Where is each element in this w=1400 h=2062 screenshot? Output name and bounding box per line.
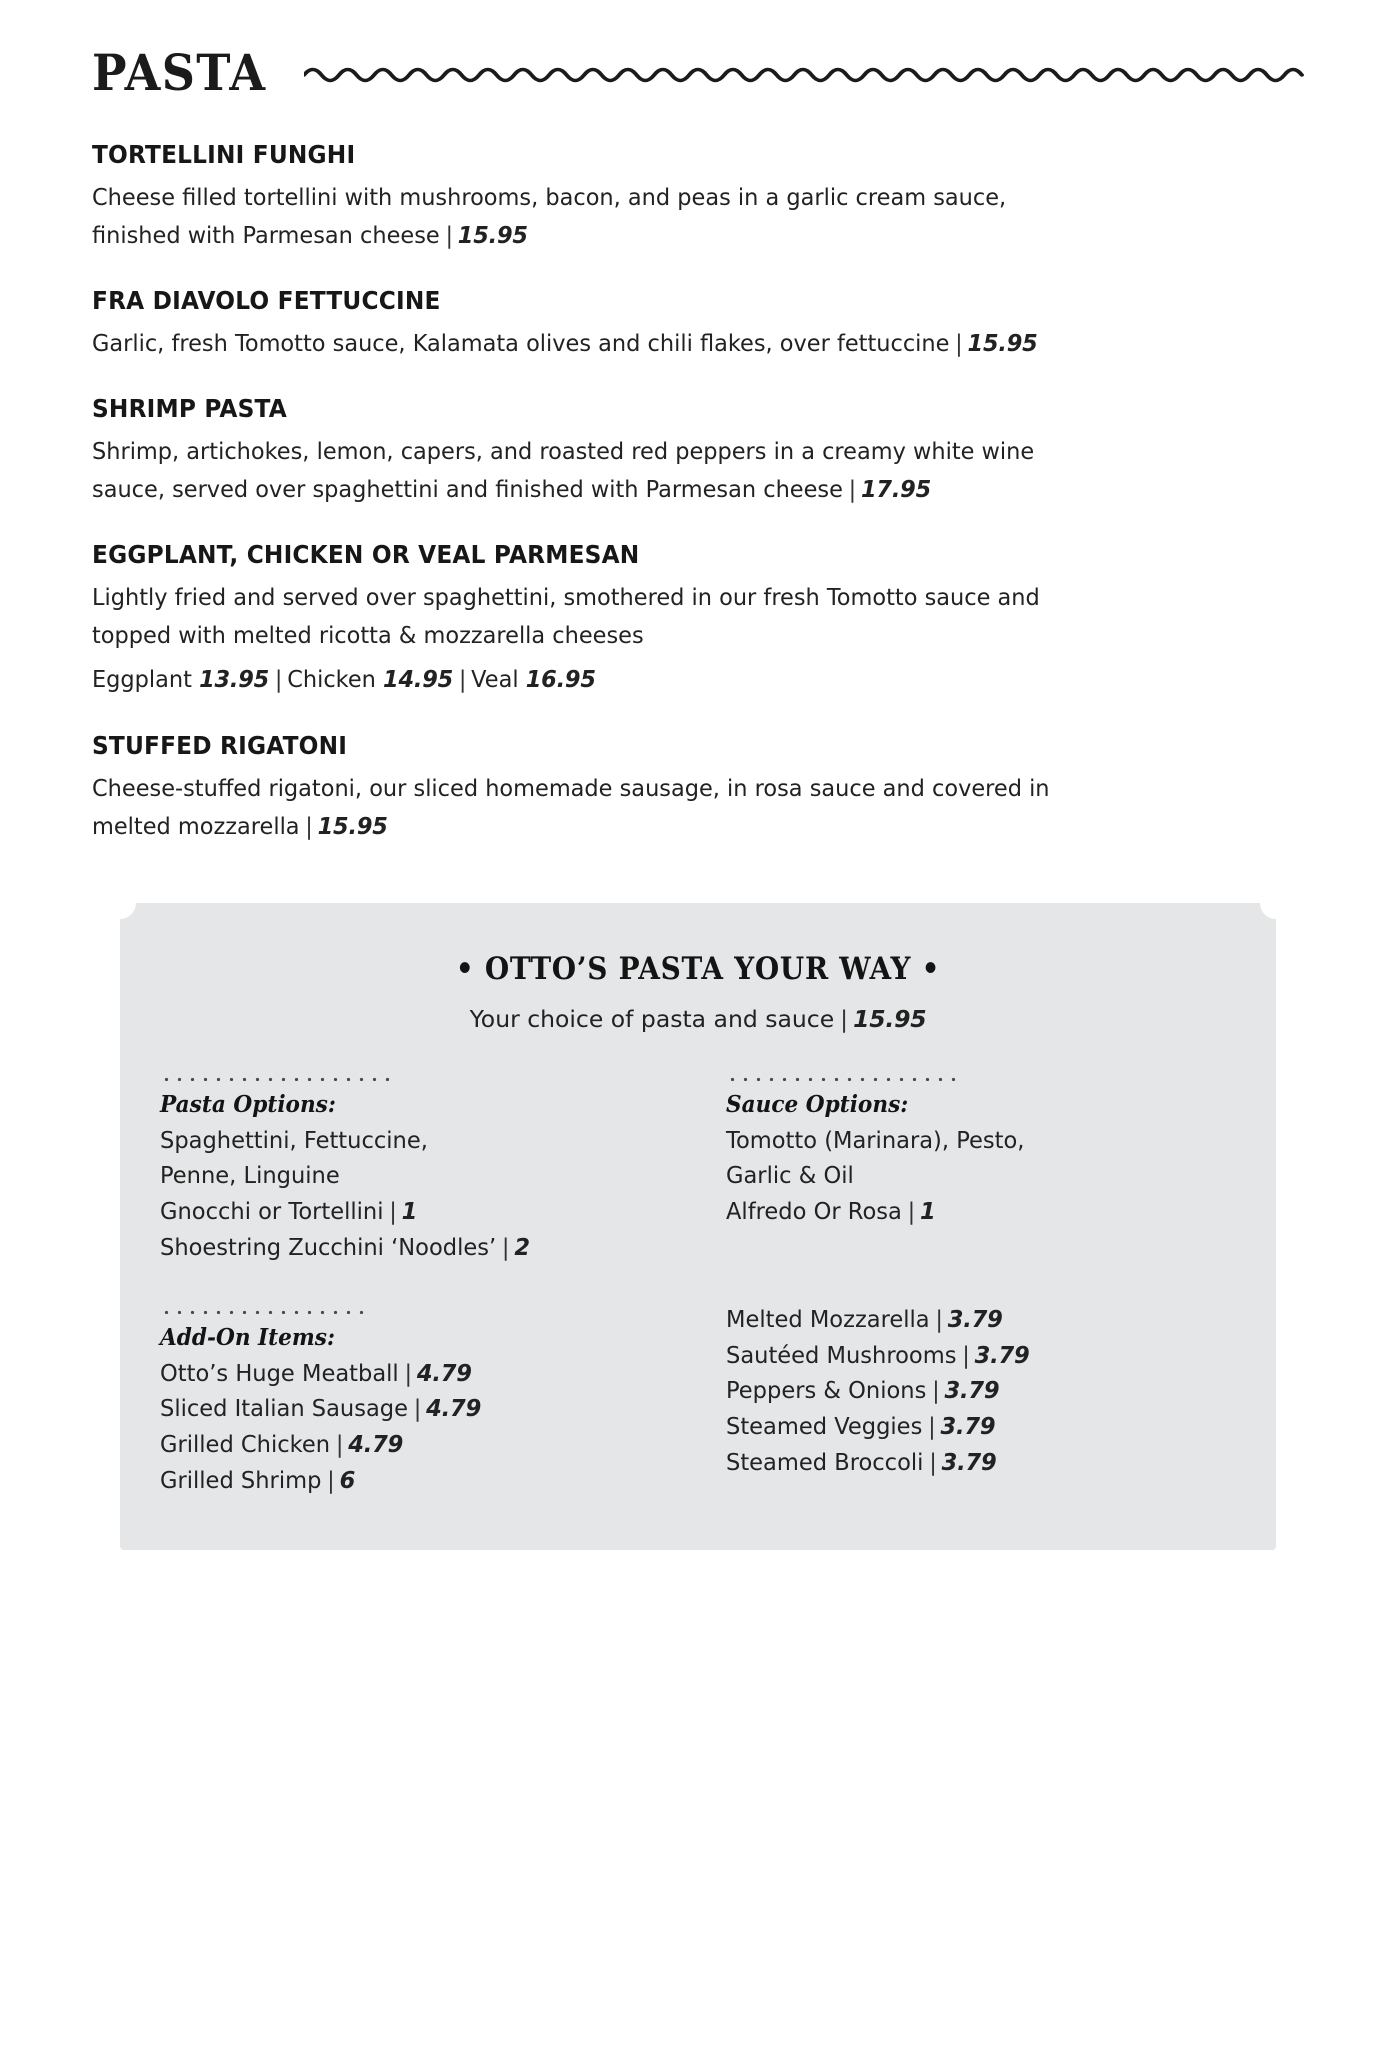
list-item	[726, 1445, 1216, 1481]
addon-price: 3.79	[941, 1447, 997, 1476]
price-separator: |	[907, 1197, 916, 1226]
price-separator: |	[335, 1429, 344, 1458]
addon-label: Grilled Chicken	[160, 1429, 331, 1458]
spacer	[726, 1266, 1236, 1302]
variant-label: Veal	[471, 665, 519, 694]
item-description	[92, 578, 1080, 654]
wavy-line-icon	[304, 60, 1304, 86]
item-variant-prices	[92, 660, 1249, 698]
price-separator: |	[928, 1411, 936, 1440]
option-price: 1	[401, 1197, 418, 1226]
option-label: Garlic & Oil	[726, 1161, 854, 1190]
item-description-text: Cheese-stuffed rigatoni, our sliced homemade sausage, in rosa sauce and covered in melted mozzarella	[92, 773, 1050, 840]
menu-item	[92, 286, 1304, 362]
sauce-options-column	[726, 1067, 1236, 1499]
menu-item	[92, 394, 1304, 508]
item-description	[92, 769, 1080, 845]
price-separator: |	[274, 665, 283, 694]
option-label: Shoestring Zucchini ‘Noodles’	[160, 1232, 497, 1261]
list-item	[726, 1338, 1216, 1374]
promo-subtitle-text: Your choice of pasta and sauce	[469, 1004, 835, 1033]
addon-label: Sliced Italian Sausage	[160, 1394, 409, 1423]
option-price: 2	[514, 1232, 530, 1261]
promo-columns	[154, 1067, 1242, 1499]
dotted-divider-icon	[160, 1300, 365, 1314]
option-label: Spaghettini, Fettuccine,	[160, 1125, 428, 1154]
addon-price: 6	[339, 1465, 356, 1494]
item-description-text: Cheese filled tortellini with mushrooms, bacon, and peas in a garlic cream sauce, finished with Parmesan cheese	[92, 183, 1007, 250]
price-separator: |	[935, 1304, 943, 1333]
menu-item-list	[92, 140, 1304, 845]
price-separator: |	[413, 1394, 422, 1423]
list-item	[160, 1391, 650, 1427]
item-name: TORTELLINI FUNGHI	[92, 140, 356, 169]
add-on-items-heading: Add-On Items:	[160, 1322, 335, 1351]
promo-title: • OTTO’S PASTA YOUR WAY •	[455, 950, 941, 987]
item-price: 17.95	[860, 475, 932, 504]
list-item	[726, 1194, 1216, 1230]
item-price: 15.95	[457, 221, 528, 250]
item-name: SHRIMP PASTA	[92, 394, 287, 424]
addon-price: 4.79	[348, 1429, 404, 1458]
addon-label: Steamed Veggies	[726, 1411, 923, 1440]
price-separator: |	[848, 475, 857, 504]
addon-price: 3.79	[974, 1340, 1030, 1369]
price-separator: |	[962, 1340, 970, 1369]
item-price: 15.95	[317, 811, 388, 840]
item-name: FRA DIAVOLO FETTUCCINE	[92, 286, 441, 316]
variant-label: Eggplant	[92, 665, 192, 694]
dotted-divider-icon	[726, 1067, 958, 1081]
addon-label: Otto’s Huge Meatball	[160, 1358, 399, 1387]
list-item	[160, 1463, 650, 1499]
addon-price: 3.79	[947, 1304, 1003, 1333]
item-description-text: Garlic, fresh Tomotto sauce, Kalamata olives and chili flakes, over fettuccine	[92, 329, 950, 358]
variant-label: Chicken	[287, 665, 376, 694]
list-item	[160, 1194, 650, 1230]
menu-item	[92, 540, 1304, 698]
list-item	[726, 1302, 1216, 1338]
price-separator: |	[445, 221, 454, 250]
price-separator: |	[929, 1447, 937, 1476]
list-item	[726, 1123, 1216, 1159]
pasta-options-heading: Pasta Options:	[160, 1089, 336, 1118]
addon-price: 3.79	[940, 1411, 996, 1440]
item-name: EGGPLANT, CHICKEN OR VEAL PARMESAN	[92, 540, 640, 570]
item-description-text: Shrimp, artichokes, lemon, capers, and roasted red peppers in a creamy white wine sauce, served over spaghettini and finished with Parmesan cheese	[92, 437, 1035, 504]
menu-item	[92, 140, 1304, 254]
list-item	[160, 1356, 650, 1392]
addon-label: Sautéed Mushrooms	[726, 1340, 957, 1369]
variant-price: 13.95	[199, 665, 270, 694]
addon-label: Melted Mozzarella	[726, 1304, 930, 1333]
promo-subtitle	[154, 1005, 1242, 1033]
list-item	[160, 1123, 650, 1159]
item-name: STUFFED RIGATONI	[92, 730, 348, 760]
price-separator: |	[327, 1465, 335, 1494]
section-header	[92, 43, 1304, 102]
price-separator: |	[955, 329, 963, 358]
option-label: Gnocchi or Tortellini	[160, 1197, 384, 1226]
list-item	[726, 1158, 1216, 1194]
option-label: Tomotto (Marinara), Pesto,	[726, 1125, 1025, 1154]
variant-price: 16.95	[525, 665, 596, 694]
price-separator: |	[305, 811, 313, 840]
list-item	[160, 1158, 650, 1194]
addon-label: Steamed Broccoli	[726, 1447, 924, 1476]
promo-price: 15.95	[853, 1004, 927, 1033]
price-separator: |	[389, 1197, 397, 1226]
variant-price: 14.95	[383, 665, 454, 694]
sauce-options-heading: Sauce Options:	[726, 1089, 909, 1118]
addon-label: Peppers & Onions	[726, 1376, 927, 1405]
page-title: PASTA	[92, 43, 267, 102]
spacer	[160, 1266, 670, 1300]
item-description-text: Lightly fried and served over spaghettini, smothered in our fresh Tomotto sauce and topped with melted ricotta & mozzarella cheeses	[92, 583, 1040, 650]
price-separator: |	[840, 1004, 849, 1033]
addon-price: 4.79	[426, 1394, 482, 1423]
addon-label: Grilled Shrimp	[160, 1465, 322, 1494]
menu-item	[92, 731, 1304, 845]
option-label: Alfredo Or Rosa	[726, 1197, 902, 1226]
price-separator: |	[458, 665, 467, 694]
item-description	[92, 178, 1080, 254]
option-price: 1	[920, 1197, 936, 1226]
list-item	[160, 1230, 650, 1266]
addon-price: 3.79	[944, 1376, 1000, 1405]
price-separator: |	[932, 1376, 940, 1405]
dotted-divider-icon	[160, 1067, 392, 1081]
list-item	[726, 1409, 1216, 1445]
pasta-options-column	[160, 1067, 670, 1499]
price-separator: |	[404, 1358, 413, 1387]
item-description	[92, 432, 1080, 508]
price-separator: |	[501, 1232, 510, 1261]
addon-price: 4.79	[416, 1358, 472, 1387]
pasta-your-way-panel	[120, 903, 1276, 1551]
spacer	[726, 1230, 1236, 1266]
list-item	[726, 1373, 1216, 1409]
option-label: Penne, Linguine	[160, 1161, 340, 1190]
list-item	[160, 1427, 650, 1463]
item-description	[92, 324, 1080, 362]
item-price: 15.95	[967, 329, 1038, 358]
